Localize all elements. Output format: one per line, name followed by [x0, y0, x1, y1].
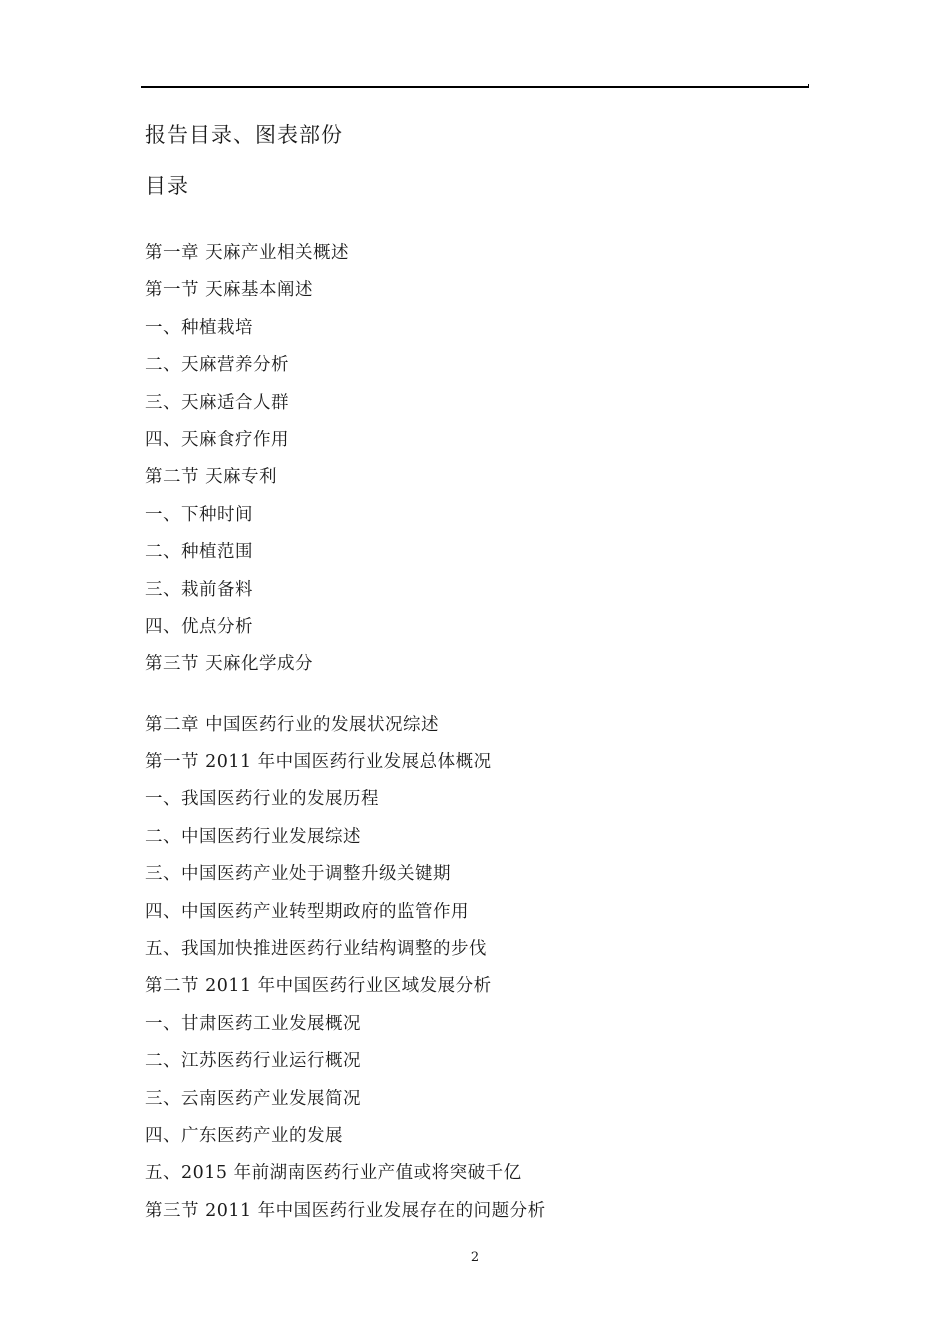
- toc-entry: 三、中国医药产业处于调整升级关键期: [145, 864, 451, 885]
- toc-entry: 第一章 天麻产业相关概述: [145, 243, 350, 263]
- toc-entry: 第三节 2011 年中国医药行业发展存在的问题分析: [145, 1200, 546, 1221]
- toc-entry: 四、中国医药产业转型期政府的监管作用: [145, 901, 469, 922]
- toc-entry: 第二章 中国医药行业的发展状况综述: [145, 714, 440, 735]
- toc-entry: 二、天麻营养分析: [145, 355, 289, 376]
- toc-entry: 五、我国加快推进医药行业结构调整的步伐: [145, 939, 487, 960]
- chapter-1-list: [145, 240, 805, 689]
- toc-entry: 第二节 2011 年中国医药行业区域发展分析: [145, 976, 492, 997]
- table-of-contents: [145, 240, 805, 1235]
- chapter-gap: [145, 689, 805, 712]
- toc-entry: 一、我国医药行业的发展历程: [145, 789, 379, 810]
- page-number: 2: [470, 1250, 480, 1265]
- toc-entry: 四、天麻食疗作用: [145, 429, 289, 450]
- toc-entry: 三、云南医药产业发展简况: [145, 1088, 361, 1109]
- toc-entry: 第一节 2011 年中国医药行业发展总体概况: [145, 752, 492, 773]
- toc-entry: 一、下种时间: [145, 504, 253, 525]
- toc-label: 目录: [145, 174, 189, 198]
- toc-entry: 四、优点分析: [145, 616, 253, 637]
- toc-entry: 第一节 天麻基本阐述: [145, 280, 314, 301]
- chapter-2-list: [145, 712, 805, 1235]
- toc-entry: 一、种植栽培: [145, 317, 253, 338]
- header-rule-end-mark: [808, 84, 809, 88]
- toc-entry: 一、甘肃医药工业发展概况: [145, 1013, 361, 1034]
- toc-entry: 二、种植范围: [145, 542, 253, 563]
- toc-entry: 第三节 天麻化学成分: [145, 654, 314, 675]
- toc-entry: 第二节 天麻专利: [145, 467, 278, 488]
- toc-entry: 三、天麻适合人群: [145, 392, 289, 413]
- toc-entry: 四、广东医药产业的发展: [145, 1125, 343, 1146]
- report-heading: 报告目录、图表部份: [145, 123, 343, 147]
- toc-entry: 二、中国医药行业发展综述: [145, 826, 361, 847]
- toc-entry: 五、2015 年前湖南医药行业产值或将突破千亿: [145, 1163, 522, 1184]
- toc-entry: 三、栽前备料: [145, 579, 253, 600]
- header-rule: [141, 86, 809, 88]
- toc-entry: 二、江苏医药行业运行概况: [145, 1051, 361, 1072]
